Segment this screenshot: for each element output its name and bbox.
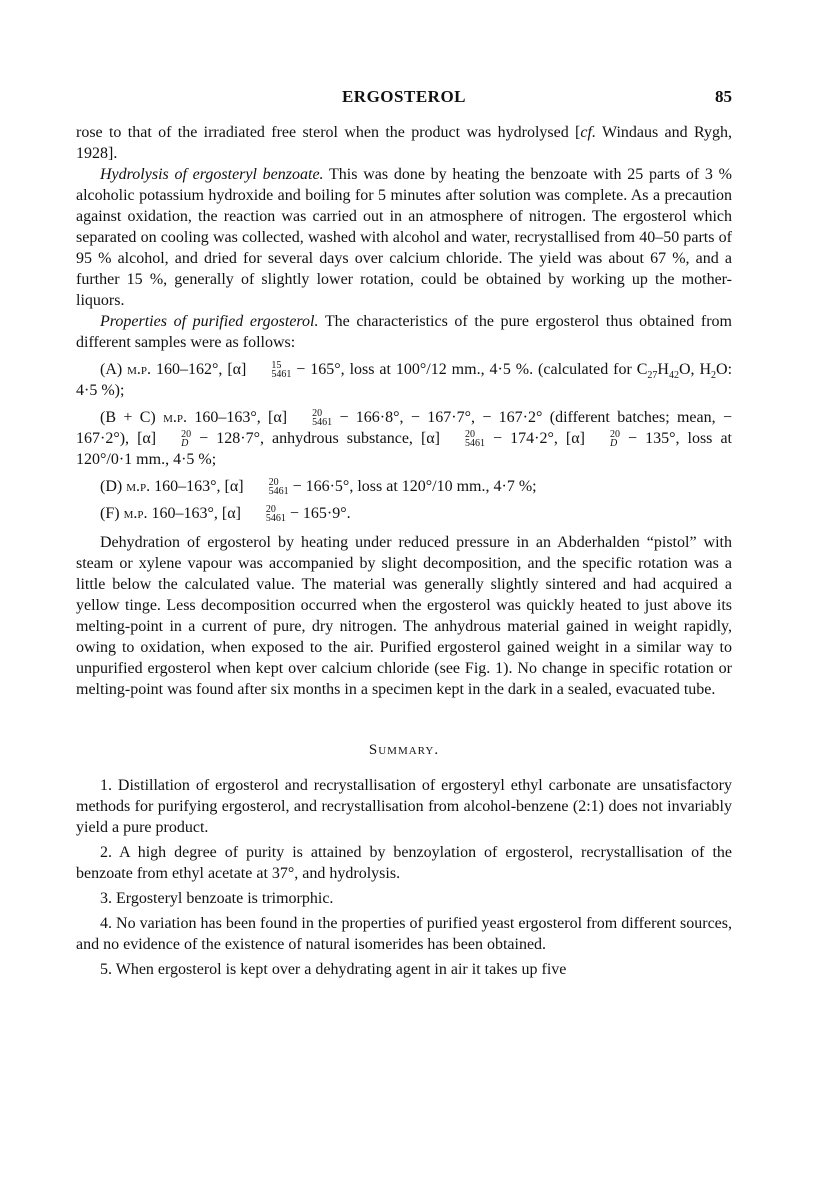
summary-item-2: 2. A high degree of purity is attained by benzoylation of ergosterol, recrystallisation of the benzoate from ethyl acetate at 37°, and hydrolysis. (76, 844, 732, 882)
page-header (76, 86, 732, 110)
run-in-heading: Hydrolysis of ergosteryl benzoate. (100, 166, 324, 183)
paragraph-hydrolysis: Hydrolysis of ergosteryl benzoate. This was done by heating the benzoate with 25 parts of 3 % alcoholic potassium hydroxide and boiling for 5 minutes after solution was complete. As a precaution against oxidation, the reaction was carried out in an atmosphere of nitrogen. The ergosterol which separated on cooling was collected, washed with alcohol and water, recrystallised from 40–50 parts of 95 % alcohol, and dried for several days over calcium chloride. The yield was about 67 %, and a further 15 %, generally of slightly lower rotation, could be obtained by working up the mother-liquors. (76, 166, 732, 309)
run-in-heading: Properties of purified ergosterol. (100, 313, 319, 330)
sample-f: (F) m.p. 160–163°, [α] 20 5461 − 165·9°. (100, 504, 351, 525)
summary-heading: Summary. (368, 742, 440, 758)
running-title: ERGOSTEROL (341, 87, 467, 106)
summary-item-4: 4. No variation has been found in the properties of purified yeast ergosterol from different sources, and no evidence of the existence of natural isomerides has been obtained. (76, 915, 732, 953)
summary-item-1: 1. Distillation of ergosterol and recrystallisation of ergosteryl ethyl carbonate are unsatisfactory methods for purifying ergosterol, and recrystallisation from alcohol-benzene (2:1) does not invariably yield a pure product. (76, 777, 732, 836)
sample-d: (D) m.p. 160–163°, [α] 20 5461 − 166·5°, loss at 120°/10 mm., 4·7 %; (100, 477, 537, 498)
summary-item-5: 5. When ergosterol is kept over a dehydrating agent in air it takes up five (100, 961, 567, 978)
sample-bc: (B + C) m.p. 160–163°, [α] 20 5461 − 166·8°, − 167·7°, − 167·2° (different batches; mean, − 167·2°), [α] 20 D − 128·7°, anhydrous substance, [α] 20 5461 − 174·2°, [α] 20 D − 135°, loss at 120°/0·1 mm., 4·5 %; (76, 408, 732, 468)
paragraph-properties: Properties of purified ergosterol. The characteristics of the pure ergosterol thus obtained from different samples were as follows: (76, 313, 732, 351)
page (76, 86, 732, 980)
paragraph-continuation: rose to that of the irradiated free sterol when the product was hydrolysed [cf. Windaus and Rygh, 1928]. (76, 124, 733, 162)
summary-item-3: 3. Ergosteryl benzoate is trimorphic. (100, 890, 334, 907)
page-number: 85 (715, 87, 732, 106)
sample-a: (A) m.p. 160–162°, [α] 15 5461 − 165°, loss at 100°/12 mm., 4·5 %. (calculated for $C_{27}H_{42}O$, $H_2O$: 4·5 %); (76, 360, 733, 399)
paragraph-dehydration: Dehydration of ergosterol by heating under reduced pressure in an Abderhalden “pistol” with steam or xylene vapour was accompanied by slight decomposition, and the specific rotation was a little below the calculated value. The material was generally slightly sintered and had acquired a yellow tinge. Less decomposition occurred when the ergosterol was quickly heated to just above its melting-point in a current of pure, dry nitrogen. The anhydrous material gained in weight rapidly, owing to oxidation, when exposed to the air. Purified ergosterol gained weight in a similar way to unpurified ergosterol when kept over calcium chloride (see Fig. 1). No change in specific rotation or melting-point was found after six months in a specimen kept in the dark in a sealed, evacuated tube. (76, 534, 732, 698)
